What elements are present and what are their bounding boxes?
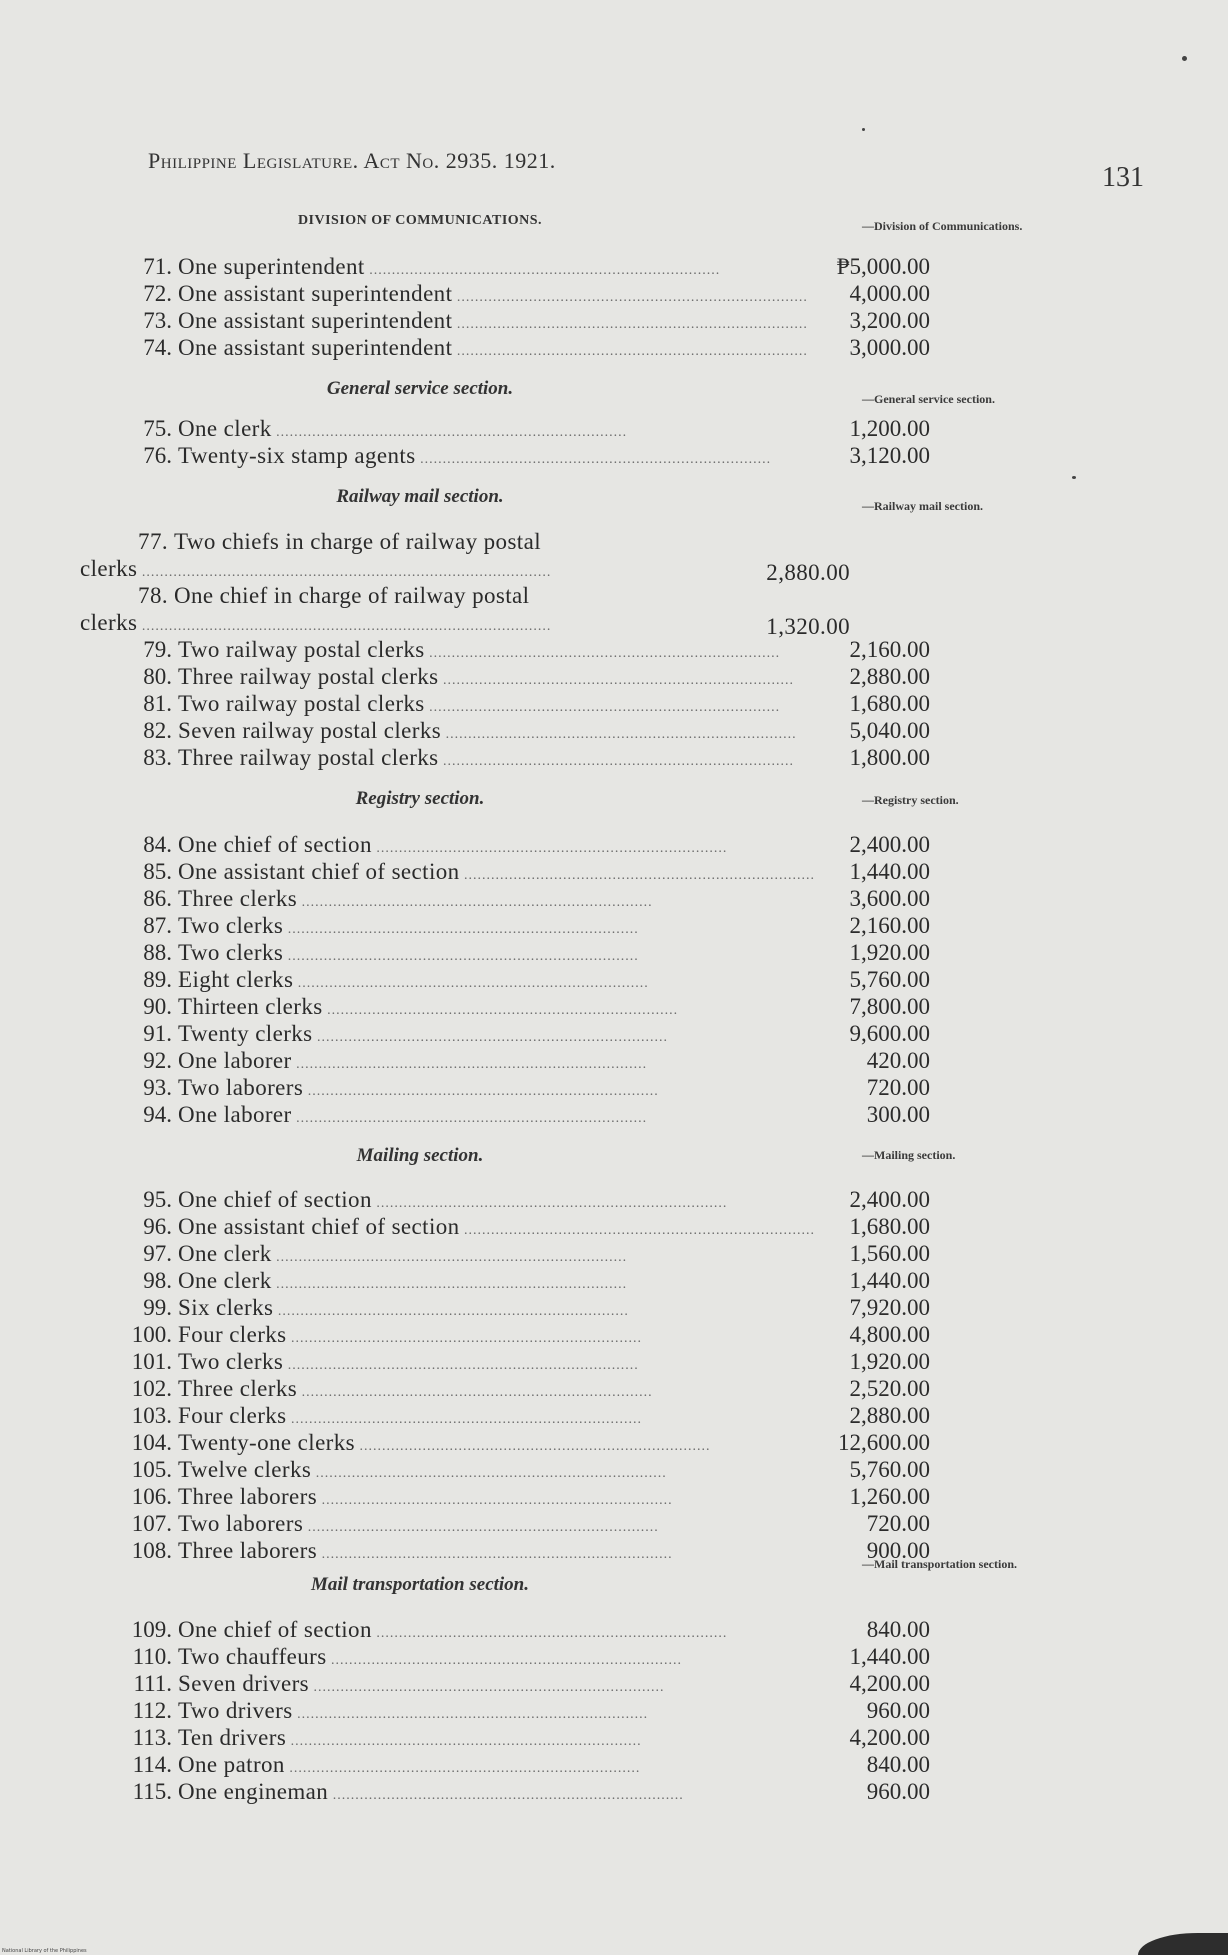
entry-row bbox=[80, 1752, 930, 1778]
entry-row bbox=[80, 1075, 930, 1101]
scan-edge-blot bbox=[1138, 1933, 1228, 1955]
entry-row bbox=[80, 913, 930, 939]
entry-number: 93. bbox=[143, 1075, 172, 1100]
entry-amount: 3,200.00 bbox=[849, 308, 930, 333]
entry-number: 101. bbox=[131, 1349, 172, 1374]
entry-amount: 1,680.00 bbox=[849, 1214, 930, 1239]
entry-amount: 2,160.00 bbox=[849, 913, 930, 938]
entry-label: Three laborers .............................................................................. bbox=[178, 1538, 673, 1563]
entry-number: 103. bbox=[131, 1403, 172, 1428]
entry-amount: 3,120.00 bbox=[849, 443, 930, 468]
entry-amount: 840.00 bbox=[866, 1617, 930, 1642]
entry-amount: 9,600.00 bbox=[849, 1021, 930, 1046]
entry-number: 82. bbox=[143, 718, 172, 743]
entry-label: Four clerks .............................................................................. bbox=[178, 1322, 643, 1347]
entry-label: One laborer .............................................................................. bbox=[178, 1048, 648, 1073]
entry-amount: 5,760.00 bbox=[849, 1457, 930, 1482]
entry-number: 94. bbox=[143, 1102, 172, 1127]
sidenote-division: —Division of Communications. bbox=[862, 219, 1023, 233]
section-heading-registry: Registry section. bbox=[355, 788, 485, 809]
entry-label: One engineman .............................................................................. bbox=[178, 1779, 684, 1804]
entry-label: One chief of section .............................................................................. bbox=[178, 1617, 728, 1642]
entry-row bbox=[80, 1021, 930, 1047]
entry-amount: 960.00 bbox=[866, 1779, 930, 1804]
entry-label: Two clerks .............................................................................. bbox=[178, 1349, 639, 1374]
entry-amount: 7,920.00 bbox=[849, 1295, 930, 1320]
entry-amount: 1,920.00 bbox=[849, 1349, 930, 1374]
entry-label: Two laborers .............................................................................. bbox=[178, 1075, 659, 1100]
entry-number: 72. bbox=[143, 281, 172, 306]
entry-label: Three railway postal clerks .............................................................................. bbox=[178, 664, 794, 689]
entry-number: 86. bbox=[143, 886, 172, 911]
entry-number: 112. bbox=[132, 1698, 172, 1723]
entry-label: One chief of section .............................................................................. bbox=[178, 832, 728, 857]
entry-label: One assistant superintendent .............................................................................. bbox=[178, 335, 808, 360]
entry-amount: 2,880.00 bbox=[849, 664, 930, 689]
entry-number: 81. bbox=[143, 691, 172, 716]
entry-amount: 1,800.00 bbox=[849, 745, 930, 770]
entry-row bbox=[80, 1671, 930, 1697]
entry-label: Twenty-six stamp agents .............................................................................. bbox=[178, 443, 772, 468]
entry-amount: ₱5,000.00 bbox=[836, 254, 930, 279]
entry-number: 74. bbox=[143, 335, 172, 360]
entry-row-wrapped bbox=[80, 528, 850, 586]
entry-label: 78. One chief in charge of railway postal bbox=[80, 582, 850, 609]
entry-amount: 900.00 bbox=[866, 1538, 930, 1563]
entry-row bbox=[80, 1538, 930, 1564]
entry-row bbox=[80, 691, 930, 717]
entry-label: Ten drivers .............................................................................. bbox=[178, 1725, 642, 1750]
entry-number: 111. bbox=[133, 1671, 172, 1696]
entry-row bbox=[80, 1349, 930, 1375]
entry-amount: 4,000.00 bbox=[849, 281, 930, 306]
scan-speck bbox=[1072, 476, 1076, 479]
entry-amount: 720.00 bbox=[866, 1511, 930, 1536]
scan-speck bbox=[1182, 56, 1187, 61]
entry-row bbox=[80, 281, 930, 307]
entry-number: 105. bbox=[131, 1457, 172, 1482]
entry-amount: 2,880.00 bbox=[766, 560, 850, 585]
entry-amount: 1,440.00 bbox=[849, 1644, 930, 1669]
entry-row bbox=[80, 1295, 930, 1321]
entry-label: Twenty-one clerks .............................................................................. bbox=[178, 1430, 711, 1455]
section-heading-mailing: Mailing section. bbox=[356, 1145, 484, 1166]
entry-number: 98. bbox=[143, 1268, 172, 1293]
entry-label: One superintendent .............................................................................. bbox=[178, 254, 721, 279]
entry-amount: 3,000.00 bbox=[849, 335, 930, 360]
entry-label: One clerk .............................................................................. bbox=[178, 416, 628, 441]
entry-amount: 4,800.00 bbox=[849, 1322, 930, 1347]
entry-label: 77. Two chiefs in charge of railway postal bbox=[80, 528, 850, 555]
section-heading-mail-transportation: Mail transportation section. bbox=[310, 1574, 530, 1595]
entry-row bbox=[80, 859, 930, 885]
entry-row bbox=[80, 1617, 930, 1643]
entry-amount: 4,200.00 bbox=[849, 1725, 930, 1750]
entry-row bbox=[80, 1102, 930, 1128]
entry-number: 71. bbox=[143, 254, 172, 279]
entry-row bbox=[80, 832, 930, 858]
entry-row bbox=[80, 308, 930, 334]
entry-amount: 720.00 bbox=[866, 1075, 930, 1100]
entry-number: 107. bbox=[131, 1511, 172, 1536]
entry-amount: 5,040.00 bbox=[849, 718, 930, 743]
entry-amount: 2,160.00 bbox=[849, 637, 930, 662]
entry-amount: 1,320.00 bbox=[766, 614, 850, 639]
entry-number: 90. bbox=[143, 994, 172, 1019]
entry-amount: 4,200.00 bbox=[849, 1671, 930, 1696]
entry-label: Two railway postal clerks .............................................................................. bbox=[178, 637, 781, 662]
entry-row bbox=[80, 1268, 930, 1294]
entry-number: 108. bbox=[131, 1538, 172, 1563]
entry-number: 77. bbox=[138, 529, 168, 554]
entry-number: 91. bbox=[143, 1021, 172, 1046]
entry-number: 106. bbox=[131, 1484, 172, 1509]
entry-label: One laborer .............................................................................. bbox=[178, 1102, 648, 1127]
entry-number: 95. bbox=[143, 1187, 172, 1212]
sidenote-mail-transportation: —Mail transportation section. bbox=[862, 1557, 1017, 1571]
entry-amount: 2,400.00 bbox=[849, 832, 930, 857]
entry-number: 88. bbox=[143, 940, 172, 965]
entry-amount: 1,560.00 bbox=[849, 1241, 930, 1266]
entry-label: Two clerks .............................................................................. bbox=[178, 940, 639, 965]
entry-number: 115. bbox=[132, 1779, 172, 1804]
entry-row bbox=[80, 254, 930, 280]
entry-label: One clerk .............................................................................. bbox=[178, 1241, 628, 1266]
entry-row bbox=[80, 637, 930, 663]
entry-amount: 840.00 bbox=[866, 1752, 930, 1777]
entry-number: 92. bbox=[143, 1048, 172, 1073]
footer-credit: National Library of the Philippines bbox=[2, 1948, 87, 1954]
entry-number: 113. bbox=[132, 1725, 172, 1750]
entry-row bbox=[80, 1457, 930, 1483]
entry-label: Two railway postal clerks .............................................................................. bbox=[178, 691, 781, 716]
entry-number: 84. bbox=[143, 832, 172, 857]
entry-number: 83. bbox=[143, 745, 172, 770]
entry-row bbox=[80, 416, 930, 442]
entry-row bbox=[80, 1241, 930, 1267]
entry-label: Three clerks .............................................................................. bbox=[178, 886, 653, 911]
entry-label: Four clerks .............................................................................. bbox=[178, 1403, 643, 1428]
entry-label: One assistant chief of section .............................................................................. bbox=[178, 1214, 816, 1239]
entry-label: Thirteen clerks .............................................................................. bbox=[178, 994, 679, 1019]
sidenote-railway-mail: —Railway mail section. bbox=[862, 499, 983, 513]
entry-label: Two laborers .............................................................................. bbox=[178, 1511, 659, 1536]
entry-amount: 960.00 bbox=[866, 1698, 930, 1723]
entry-row bbox=[80, 886, 930, 912]
sidenote-registry: —Registry section. bbox=[862, 793, 959, 807]
entry-amount: 1,680.00 bbox=[849, 691, 930, 716]
entry-row bbox=[80, 967, 930, 993]
entry-amount: 2,400.00 bbox=[849, 1187, 930, 1212]
entry-label: Two drivers .............................................................................. bbox=[178, 1698, 649, 1723]
entry-label: Twenty clerks .............................................................................. bbox=[178, 1021, 669, 1046]
entry-row bbox=[80, 1048, 930, 1074]
entry-amount: 2,880.00 bbox=[849, 1403, 930, 1428]
entry-amount: 12,600.00 bbox=[838, 1430, 930, 1455]
entry-row bbox=[80, 1376, 930, 1402]
entry-label: Three laborers .............................................................................. bbox=[178, 1484, 673, 1509]
entry-row bbox=[80, 335, 930, 361]
entry-row bbox=[80, 1484, 930, 1510]
entry-row bbox=[80, 940, 930, 966]
entry-number: 80. bbox=[143, 664, 172, 689]
entry-number: 76. bbox=[143, 443, 172, 468]
entry-label: One assistant superintendent .............................................................................. bbox=[178, 281, 808, 306]
entry-label-continuation: clerks ........................................................................................... bbox=[80, 556, 552, 581]
scan-speck bbox=[862, 128, 865, 131]
entry-row-wrapped bbox=[80, 582, 850, 640]
entry-amount: 300.00 bbox=[866, 1102, 930, 1127]
entry-label: Six clerks .............................................................................. bbox=[178, 1295, 629, 1320]
entry-amount: 1,440.00 bbox=[849, 859, 930, 884]
sidenote-mailing: —Mailing section. bbox=[862, 1148, 956, 1162]
entry-row bbox=[80, 1187, 930, 1213]
entry-number: 89. bbox=[143, 967, 172, 992]
section-heading-division: DIVISION OF COMMUNICATIONS. bbox=[297, 213, 543, 228]
section-heading-railway-mail: Railway mail section. bbox=[336, 486, 504, 507]
entry-label: Twelve clerks .............................................................................. bbox=[178, 1457, 667, 1482]
entry-label: One patron .............................................................................. bbox=[178, 1752, 641, 1777]
entry-number: 109. bbox=[131, 1617, 172, 1642]
entry-row bbox=[80, 1430, 930, 1456]
entry-number: 97. bbox=[143, 1241, 172, 1266]
entry-amount: 1,260.00 bbox=[849, 1484, 930, 1509]
entry-number: 87. bbox=[143, 913, 172, 938]
entry-row bbox=[80, 1644, 930, 1670]
running-head: Philippine Legislature. Act No. 2935. 1921. bbox=[148, 148, 556, 173]
entry-label: Three railway postal clerks .............................................................................. bbox=[178, 745, 794, 770]
entry-amount: 1,920.00 bbox=[849, 940, 930, 965]
entry-number: 100. bbox=[131, 1322, 172, 1347]
entry-number: 114. bbox=[132, 1752, 172, 1777]
entry-label: Eight clerks .............................................................................. bbox=[178, 967, 649, 992]
entry-number: 79. bbox=[143, 637, 172, 662]
entry-number: 78. bbox=[138, 583, 168, 608]
entry-label-continuation: clerks ........................................................................................... bbox=[80, 610, 552, 635]
sidenote-general-service: —General service section. bbox=[862, 392, 995, 406]
entry-label: Seven drivers .............................................................................. bbox=[178, 1671, 665, 1696]
entry-row bbox=[80, 1403, 930, 1429]
entry-row bbox=[80, 1698, 930, 1724]
entry-amount: 3,600.00 bbox=[849, 886, 930, 911]
entry-amount: 420.00 bbox=[866, 1048, 930, 1073]
entry-row bbox=[80, 745, 930, 771]
page-number: 131 bbox=[1102, 162, 1144, 193]
entry-amount: 5,760.00 bbox=[849, 967, 930, 992]
entry-amount: 7,800.00 bbox=[849, 994, 930, 1019]
entry-amount: 2,520.00 bbox=[849, 1376, 930, 1401]
entry-label: Two chauffeurs .............................................................................. bbox=[178, 1644, 683, 1669]
entry-number: 102. bbox=[131, 1376, 172, 1401]
entry-row bbox=[80, 1322, 930, 1348]
entry-number: 75. bbox=[143, 416, 172, 441]
entry-label: One assistant superintendent .............................................................................. bbox=[178, 308, 808, 333]
entry-number: 73. bbox=[143, 308, 172, 333]
entry-row bbox=[80, 664, 930, 690]
entry-number: 96. bbox=[143, 1214, 172, 1239]
entry-number: 110. bbox=[132, 1644, 172, 1669]
entry-label: One clerk .............................................................................. bbox=[178, 1268, 628, 1293]
entry-number: 99. bbox=[143, 1295, 172, 1320]
entry-label: Seven railway postal clerks .............................................................................. bbox=[178, 718, 797, 743]
entry-row bbox=[80, 443, 930, 469]
entry-number: 104. bbox=[131, 1430, 172, 1455]
entry-row bbox=[80, 718, 930, 744]
entry-row bbox=[80, 994, 930, 1020]
entry-number: 85. bbox=[143, 859, 172, 884]
entry-label: Three clerks .............................................................................. bbox=[178, 1376, 653, 1401]
entry-label: One assistant chief of section .............................................................................. bbox=[178, 859, 816, 884]
entry-row bbox=[80, 1779, 930, 1805]
entry-amount: 1,200.00 bbox=[849, 416, 930, 441]
section-heading-general-service: General service section. bbox=[326, 378, 514, 399]
entry-row bbox=[80, 1214, 930, 1240]
entry-amount: 1,440.00 bbox=[849, 1268, 930, 1293]
entry-row bbox=[80, 1511, 930, 1537]
entry-label: One chief of section .............................................................................. bbox=[178, 1187, 728, 1212]
entry-label: Two clerks .............................................................................. bbox=[178, 913, 639, 938]
entry-row bbox=[80, 1725, 930, 1751]
